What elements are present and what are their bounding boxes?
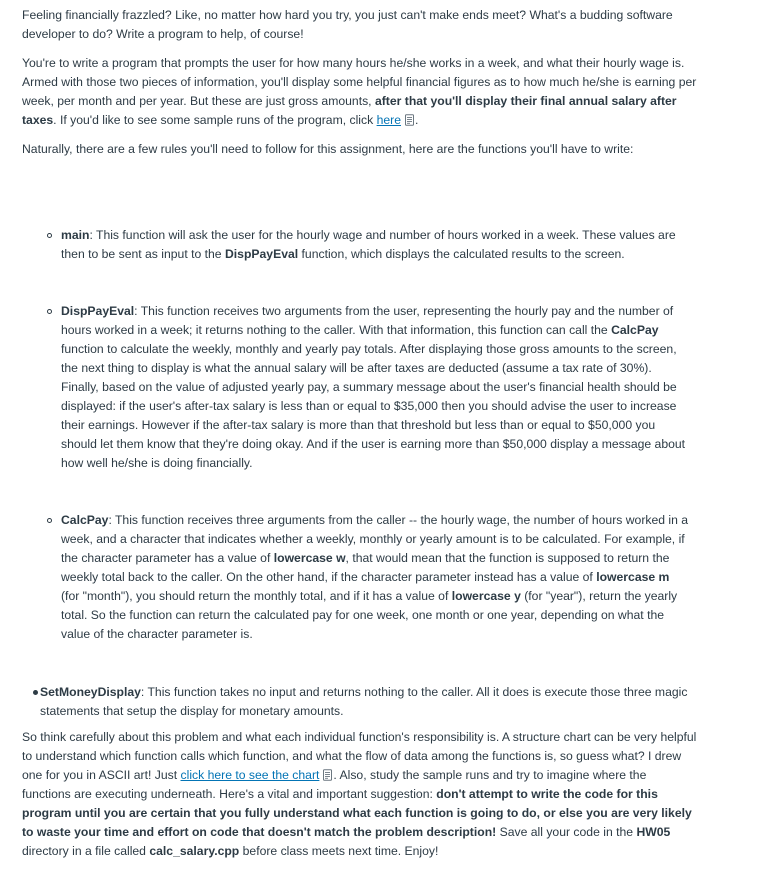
calc-desc-4: (for "year"), return the yearly total. So the function can return the calculated pay for one week, one month or one year, depending on what the value of the character parameter is. [61,589,678,641]
calc-desc-1: : This function receives three arguments from the caller -- the hourly wage, the number of hours worked in a week, and a character that indicates whether a weekly, monthly or yearly amount is to be calculated. For example, if the character parameter has a value of [61,513,689,565]
calc-lowercase-m: lowercase m [596,570,670,584]
closing-text-3: Save all your code in the [496,825,637,839]
closing-text-5: before class meets next time. Enjoy! [239,844,439,858]
rules-paragraph [22,140,698,159]
task-text-2: . If you'd like to see some sample runs of the program, click [53,113,377,127]
function-list-setmoneydisplay [22,683,712,721]
directory-name: HW05 [636,825,671,839]
task-text-3: . [414,113,419,127]
task-emphasis: after that you'll display their final annual salary after taxes [22,94,677,127]
closing-paragraph [22,728,698,861]
disp-desc-1: : This function receives two arguments from the user, representing the hourly pay and the number of hours worked in a week; it returns nothing to the caller. With that information, this function can call the [61,304,674,337]
main-ref-disppayeval: DispPayEval [224,247,299,261]
task-paragraph [22,54,698,130]
hollow-bullet-icon [47,518,52,523]
closing-text-1: So think carefully about this problem and what each individual function's responsibility is. A structure chart can be very helpful to understand which function calls which function, and what the flow of data among the functions is, so guess what? I drew one for you in ASCII art! Just [22,730,697,782]
intro-text: Feeling financially frazzled? Like, no matter how hard you try, you just can't make ends meet? What's a budding software developer to do? Write a program to help, of course! [22,8,673,41]
main-desc-1: : This function will ask the user for the hourly wage and number of hours worked in a week. These values are then to be sent as input to the [61,228,676,261]
main-desc-2: function, which displays the calculated results to the screen. [298,247,625,261]
function-name-setmoneydisplay: SetMoneyDisplay [40,685,141,699]
function-item-main [22,226,691,264]
calc-desc-2: , that would mean that the function is supposed to return the weekly total back to the caller. On the other hand, if the character parameter instead has a value of [61,551,670,584]
setmoney-desc-1: : This function takes no input and returns nothing to the caller. All it does is execute those three magic statements that setup the display for monetary amounts. [40,685,688,718]
calc-desc-3: (for "month"), you should return the monthly total, and if it has a value of [61,589,452,603]
function-list-calcpay [22,511,712,644]
function-item-setmoneydisplay [22,683,690,721]
rules-text: Naturally, there are a few rules you'll need to follow for this assignment, here are the functions you'll have to write: [22,142,634,156]
sample-runs-link[interactable]: here [376,113,401,127]
closing-warning: don't attempt to write the code for this program until you are certain that you fully understand what each function is going to do, or else you are very likely to waste your time and effort on code that doesn't match the problem description! [22,787,692,839]
calc-lowercase-y: lowercase y [451,589,521,603]
file-preview-icon[interactable] [322,769,333,781]
calc-lowercase-w: lowercase w [273,551,346,565]
function-list-main [22,226,712,264]
file-preview-icon[interactable] [404,114,415,126]
hollow-bullet-icon [47,233,52,238]
function-name-calcpay: CalcPay [61,513,109,527]
function-name-main: main [61,228,90,242]
closing-text-2: . Also, study the sample runs and try to imagine where the functions are executing underneath. Here's a vital and important suggestion: [22,768,647,801]
function-list-disppayeval [22,302,712,473]
structure-chart-link[interactable]: click here to see the chart [180,768,320,782]
function-name-disppayeval: DispPayEval [61,304,135,318]
task-text-1: You're to write a program that prompts the user for how many hours he/she works in a week, and what their hourly wage is. Armed with those two pieces of information, you'll display some helpful financial figures as to how much he/she is earning per week, per month and per year. But these are just gross amounts, [22,56,697,108]
function-item-calcpay [22,511,691,644]
closing-text-4: directory in a file called [22,844,150,858]
intro-paragraph [22,6,698,44]
file-name: calc_salary.cpp [149,844,240,858]
disp-desc-2: function to calculate the weekly, monthly and yearly pay totals. After displaying those gross amounts to the screen, the next thing to display is what the annual salary will be after taxes are deducted (assume a tax rate of 30%). Finally, based on the value of adjusted yearly pay, a summary message about the user's financial health should be displayed: if the user's after-tax salary is less than or equal to $35,000 then you should advise the user to increase their earnings. However if the after-tax salary is more than that threshold but less than or equal to $50,000 you should let them know that they're doing okay. And if the user is earning more than $50,000 display a message about how well he/she is doing financially. [61,342,686,470]
hollow-bullet-icon [47,309,52,314]
function-item-disppayeval [22,302,691,473]
solid-bullet-icon [33,690,38,695]
disp-ref-calcpay: CalcPay [611,323,659,337]
